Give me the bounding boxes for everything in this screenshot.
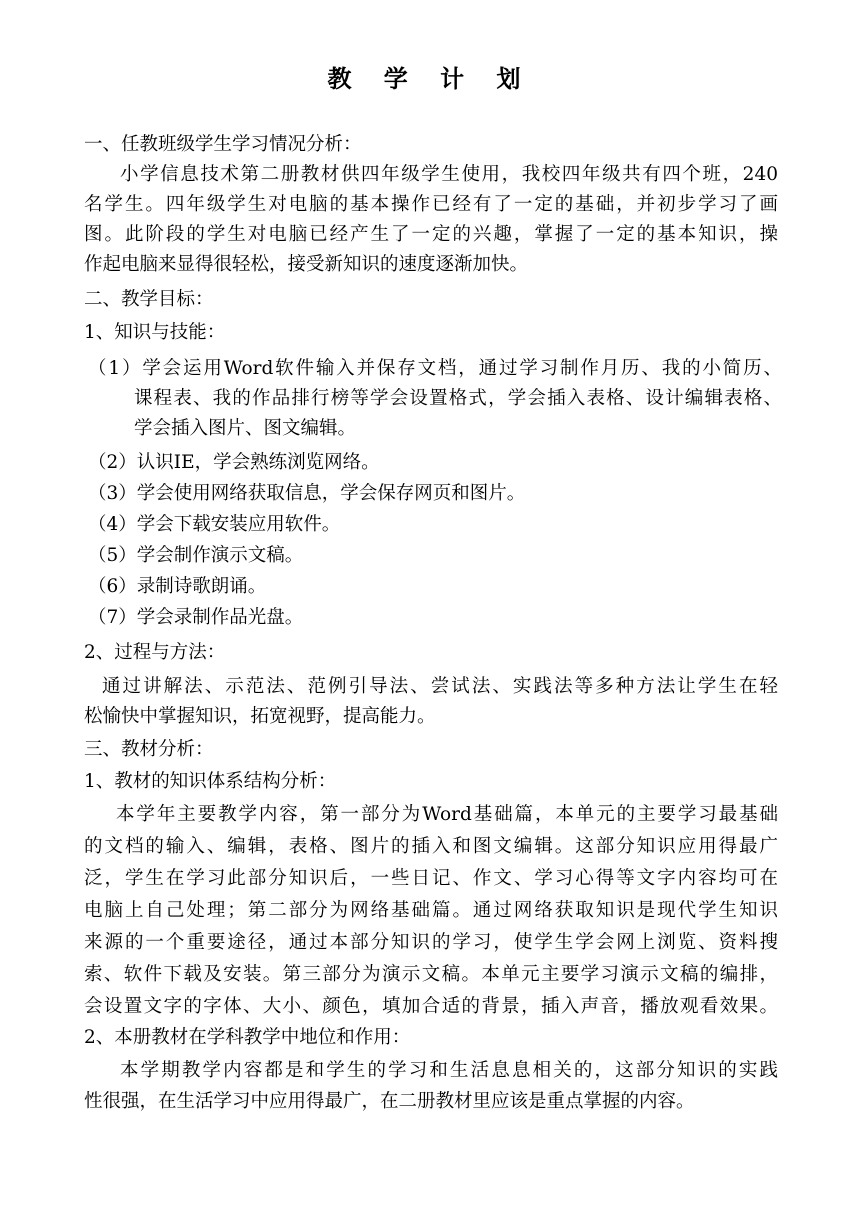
paragraph-line: 名学生。四年级学生对电脑的基本操作已经有了一定的基础，并初步学习了画 [84, 194, 778, 215]
section-heading: 三、教材分析： [84, 739, 214, 760]
paragraph-line: 来源的一个重要途径，通过本部分知识的学习，使学生学会网上浏览、资料搜 [84, 932, 778, 953]
subsection-heading: 2、本册教材在学科教学中地位和作用： [84, 1027, 411, 1048]
paragraph-line: 作起电脑来显得很轻松，接受新知识的速度逐渐加快。 [84, 254, 529, 275]
section-heading: 一、任教班级学生学习情况分析： [84, 134, 362, 155]
page-title: 教 学 计 划 [327, 64, 533, 93]
paragraph-line: 泛，学生在学习此部分知识后，一些日记、作文、学习心得等文字内容均可在 [84, 868, 778, 889]
paragraph-line: 电脑上自己处理；第二部分为网络基础篇。通过网络获取知识是现代学生知识 [84, 900, 778, 921]
paragraph-line: 小学信息技术第二册教材供四年级学生使用，我校四年级共有四个班，240 [120, 164, 778, 185]
subsection-heading: 2、过程与方法： [84, 642, 226, 663]
list-item-continuation: 学会插入图片、图文编辑。 [134, 418, 357, 439]
list-item-continuation: 课程表、我的作品排行榜等学会设置格式，学会插入表格、设计编辑表格、 [134, 388, 782, 409]
paragraph-line: 本学年主要教学内容，第一部分为Word基础篇，本单元的主要学习最基础 [116, 804, 778, 825]
paragraph-line: 会设置文字的字体、大小、颜色，填加合适的背景，插入声音，播放观看效果。 [84, 996, 778, 1017]
list-item: （4）学会下载安装应用软件。 [88, 514, 341, 535]
subsection-heading: 1、知识与技能： [84, 322, 226, 343]
paragraph-line: 松愉快中掌握知识，拓宽视野，提高能力。 [84, 706, 436, 727]
paragraph-line: 性很强，在生活学习中应用得最广，在二册教材里应该是重点掌握的内容。 [84, 1091, 695, 1112]
paragraph-line: 本学期教学内容都是和学生的学习和生活息息相关的，这部分知识的实践 [120, 1060, 778, 1081]
paragraph-line: 的文档的输入、编辑，表格、图片的插入和图文编辑。这部分知识应用得最广 [84, 836, 778, 857]
list-item: （2）认识IE，学会熟练浏览网络。 [88, 452, 380, 473]
list-item: （7）学会录制作品光盘。 [88, 607, 304, 628]
section-heading: 二、教学目标： [84, 289, 214, 310]
paragraph-line: 通过讲解法、示范法、范例引导法、尝试法、实践法等多种方法让学生在轻 [102, 676, 778, 697]
paragraph-line: 图。此阶段的学生对电脑已经产生了一定的兴趣，掌握了一定的基本知识，操 [84, 224, 778, 245]
list-item: （6）录制诗歌朗诵。 [88, 576, 267, 597]
list-item: （5）学会制作演示文稿。 [88, 545, 304, 566]
paragraph-line: 索、软件下载及安装。第三部分为演示文稿。本单元主要学习演示文稿的编排， [84, 964, 778, 985]
list-item: （1）学会运用Word软件输入并保存文档，通过学习制作月历、我的小简历、 [88, 358, 782, 379]
list-item: （3）学会使用网络获取信息，学会保存网页和图片。 [88, 483, 526, 504]
subsection-heading: 1、教材的知识体系结构分析： [84, 771, 337, 792]
